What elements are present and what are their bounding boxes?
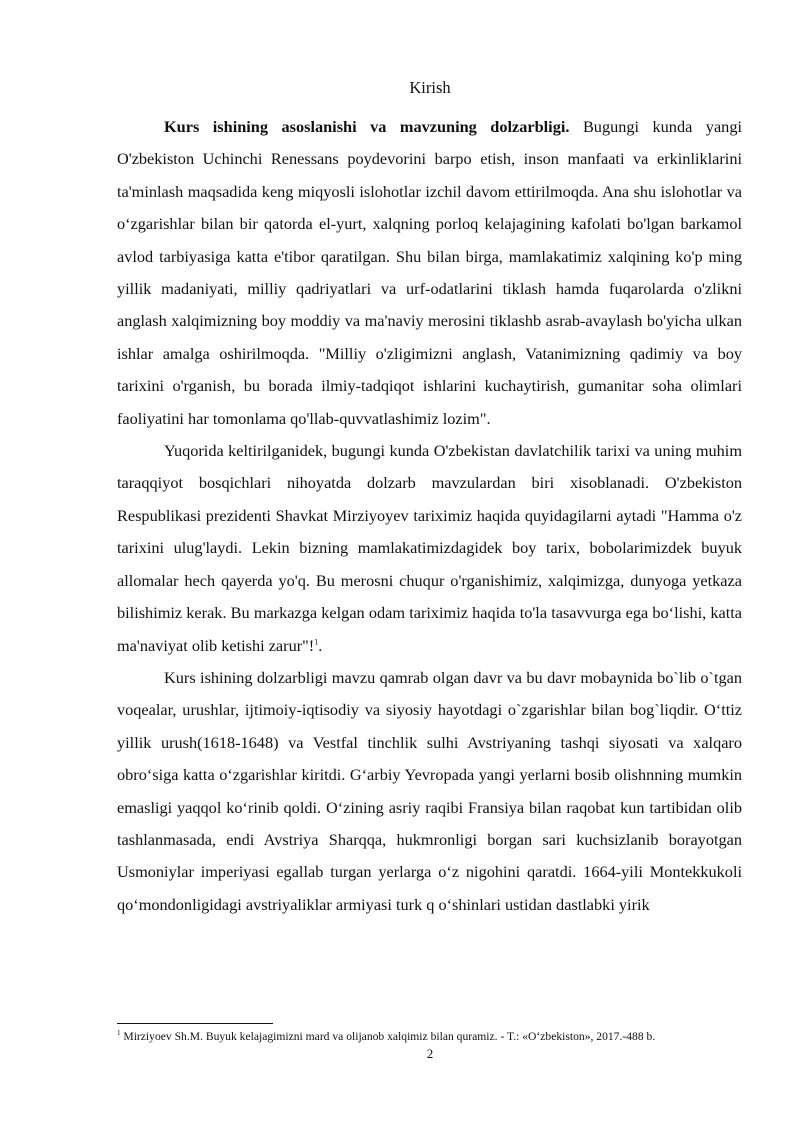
footnote-divider <box>117 1023 273 1024</box>
paragraph-1-bold-lead: Kurs ishining asoslanishi va mavzuning dolzarbligi. <box>164 117 570 136</box>
paragraph-2-text: Yuqorida keltirilganidek, bugungi kunda O'zbekistan davlatchilik tarixi va uning muhim taraqqiyot bosqichlari nihoyatda dolzarb mavzulardan biri xisoblanadi. O'zbekiston Respublikasi prezidenti Shavkat Mirziyoyev tariximiz haqida quyidagilarni aytadi "Hamma o'z tarixini ulug'laydi. Lekin bizning mamlakatimizdagidek boy tarix, bobolarimizdek buyuk allomalar hech qayerda yo'q. Bu merosni chuqur o'rganishimiz, xalqimizga, dunyoga yetkaza bilishimiz kerak. Bu markazga kelgan odam tariximiz haqida to'la tasavvurga ega boʻlishi, katta ma'naviyat olib ketishi zarur"! <box>117 441 742 655</box>
section-heading: Kirish <box>409 78 451 97</box>
paragraph-2 <box>117 435 742 662</box>
footnote-mark: 1 <box>117 1029 121 1038</box>
body-text <box>117 111 742 921</box>
paragraph-1-text: Bugungi kunda yangi O'zbekiston Uchinchi Renessans poydevorini barpo etish, inson manfaati va erkinliklarini ta'minlash maqsadida keng miqyosli islohotlar izchil davom ettirilmoqda. Ana shu islohotlar va oʻzgarishlar bilan bir qatorda el-yurt, xalqning porloq kelajagining kafolati bo'lgan barkamol avlod tarbiyasiga katta e'tibor qaratilgan. Shu bilan birga, mamlakatimiz xalqining ko'p ming yillik madaniyati, milliy qadriyatlari va urf-odatlarini tiklash hamda fuqarolarda o'zlikni anglash xalqimizning boy moddiy va ma'naviy merosini tiklashb asrab-avaylash bo'yicha ulkan ishlar amalga oshirilmoqda. "Milliy o'zligimizni anglash, Vatanimizning qadimiy va boy tarixini o'rganish, bu borada ilmiy-tadqiqot ishlarini kuchaytirish, gumanitar soha olimlari faoliyatini har tomonlama qo'llab-quvvatlashimiz lozim". <box>117 117 742 428</box>
page-number: 2 <box>426 1046 434 1061</box>
paragraph-3-text: Kurs ishining dolzarbligi mavzu qamrab olgan davr va bu davr mobaynida bo`lib o`tgan voqealar, urushlar, ijtimoiy-iqtisodiy va siyosiy hayotdagi o`zgarishlar bilan bog`liqdir. Oʻttiz yillik urush(1618-1648) va Vestfal tinchlik sulhi Avstriyaning tashqi siyosati va xalqaro obroʻsiga katta oʻzgarishlar kiritdi. Gʻarbiy Yevropada yangi yerlarni bosib olishnning mumkin emasligi yaqqol koʻrinib qoldi. Oʻzining asriy raqibi Fransiya bilan raqobat kun tartibidan olib tashlanmasada, endi Avstriya Sharqqa, hukmronligi borgan sari kuchsizlanib borayotgan Usmoniylar imperiyasi egallab turgan yerlarga oʻz nigohini qaratdi. 1664-yili Montekkukoli qoʻmondonligidagi avstriyaliklar armiyasi turk q oʻshinlari ustidan dastlabki yirik <box>117 667 742 914</box>
paragraph-2-end: . <box>318 635 323 655</box>
footnote-reference[interactable]: 1 <box>314 637 319 647</box>
paragraph-3 <box>117 662 742 921</box>
footnote <box>117 1030 757 1044</box>
footnote-text: Mirziyoev Sh.M. Buyuk kelajagimizni mard va olijanob xalqimiz bilan quramiz. - T.: «Oʻzbekiston», 2017.-488 b. <box>120 1030 656 1043</box>
paragraph-1 <box>117 111 742 435</box>
